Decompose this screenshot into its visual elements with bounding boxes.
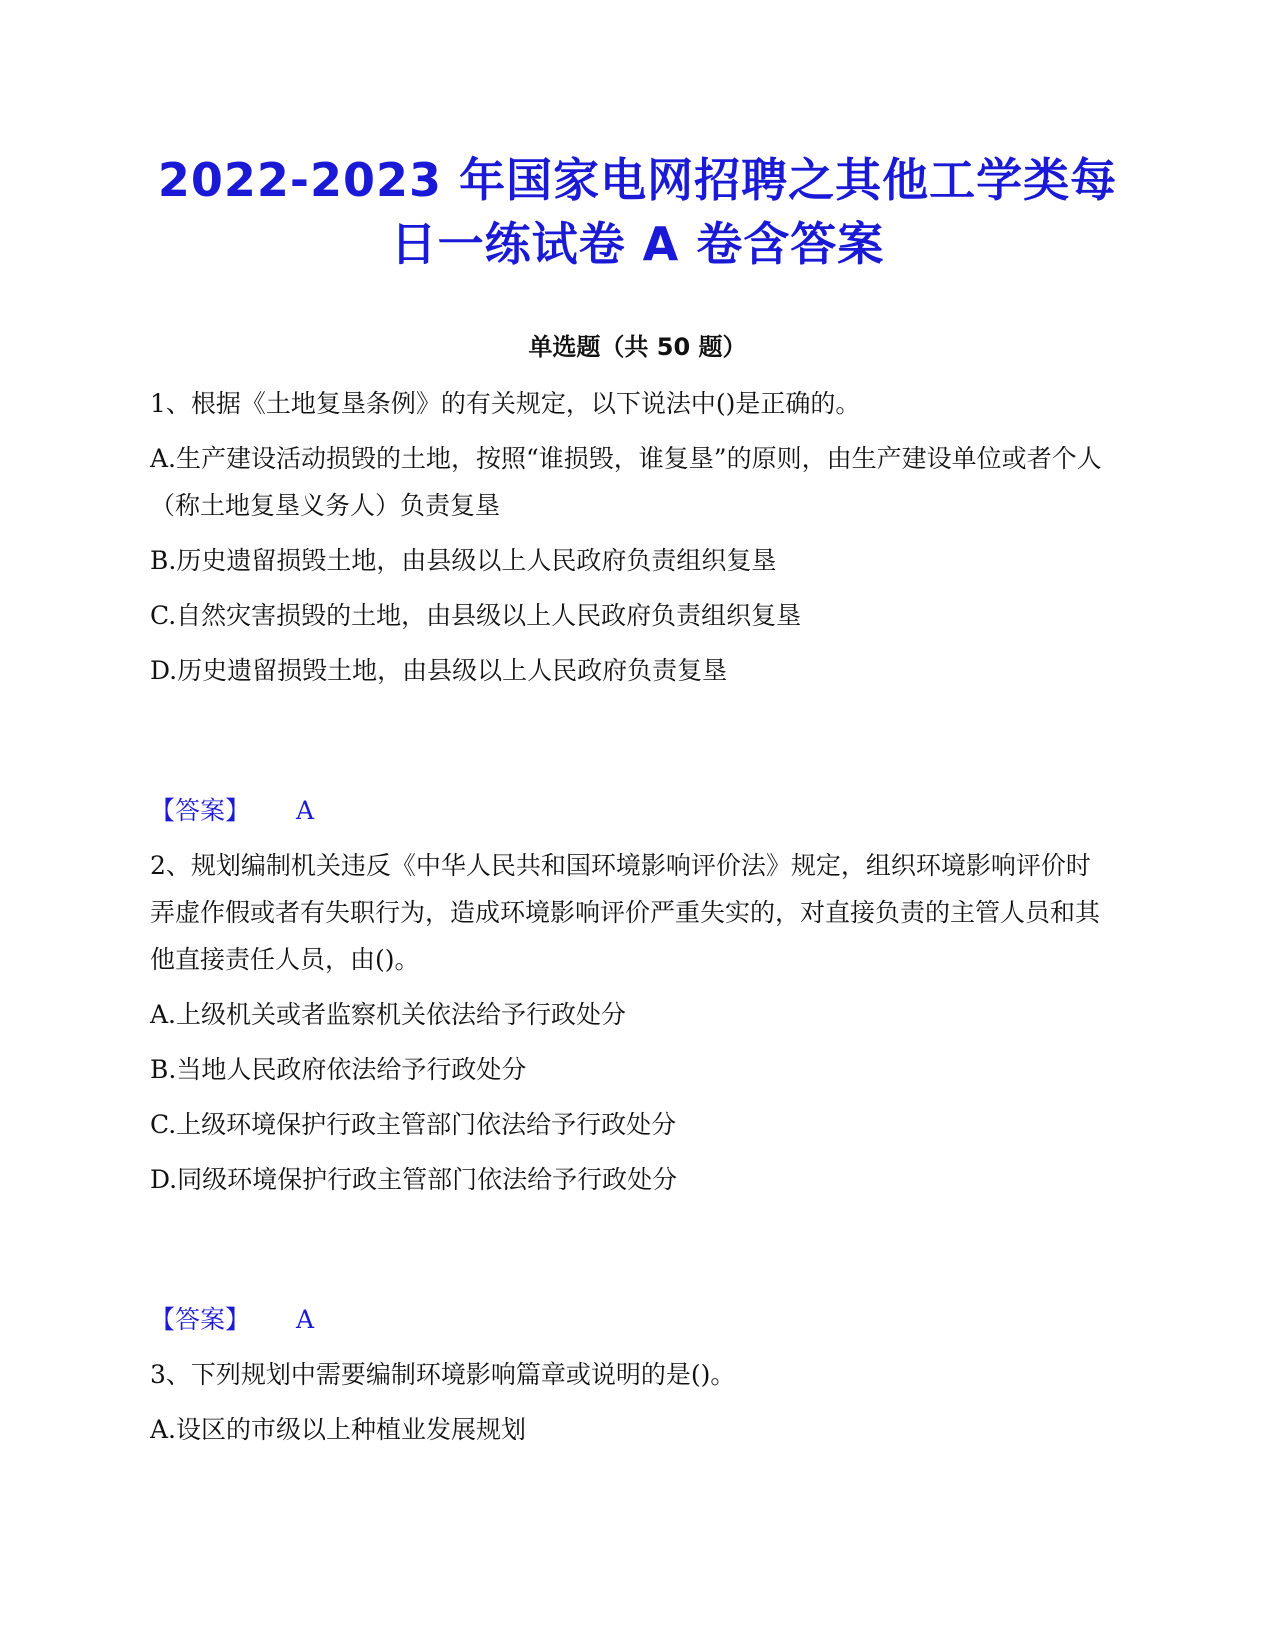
answer-label: 【答案】 bbox=[150, 796, 251, 825]
option-d: D.历史遗留损毁土地，由县级以上人民政府负责复垦 bbox=[150, 656, 728, 685]
answer-label: 【答案】 bbox=[150, 1305, 251, 1334]
question-2 bbox=[150, 842, 1115, 1343]
answer-value: A bbox=[296, 796, 315, 825]
question-text: 2、规划编制机关违反《中华人民共和国环境影响评价法》规定，组织环境影响评价时弄虚作假或者有失职行为，造成环境影响评价严重失实的，对直接负责的主管人员和其他直接责任人员，由()。 bbox=[150, 851, 1101, 974]
answer-row bbox=[150, 787, 1115, 834]
option-a: A.生产建设活动损毁的土地，按照“谁损毁，谁复垦”的原则，由生产建设单位或者个人（称土地复垦义务人）负责复垦 bbox=[150, 444, 1102, 520]
question-1 bbox=[150, 380, 1115, 834]
answer-value: A bbox=[296, 1305, 315, 1334]
option-d: D.同级环境保护行政主管部门依法给予行政处分 bbox=[150, 1165, 678, 1194]
document-title bbox=[120, 148, 1155, 276]
option-c: C.自然灾害损毁的土地，由县级以上人民政府负责组织复垦 bbox=[150, 601, 802, 630]
question-list bbox=[150, 380, 1115, 1461]
option-a: A.上级机关或者监察机关依法给予行政处分 bbox=[150, 1000, 627, 1029]
question-text: 1、根据《土地复垦条例》的有关规定，以下说法中()是正确的。 bbox=[150, 389, 861, 418]
section-heading: 单选题（共 50 题） bbox=[528, 333, 747, 361]
title-line-1: 2022-2023 年国家电网招聘之其他工学类每 bbox=[157, 153, 1118, 207]
option-b: B.当地人民政府依法给予行政处分 bbox=[150, 1055, 527, 1084]
question-text: 3、下列规划中需要编制环境影响篇章或说明的是()。 bbox=[150, 1360, 736, 1389]
option-b: B.历史遗留损毁土地，由县级以上人民政府负责组织复垦 bbox=[150, 546, 777, 575]
question-3 bbox=[150, 1351, 1115, 1453]
answer-row bbox=[150, 1296, 1115, 1343]
option-c: C.上级环境保护行政主管部门依法给予行政处分 bbox=[150, 1110, 677, 1139]
option-a: A.设区的市级以上种植业发展规划 bbox=[150, 1415, 527, 1444]
title-line-2: 日一练试卷 A 卷含答案 bbox=[390, 217, 885, 271]
